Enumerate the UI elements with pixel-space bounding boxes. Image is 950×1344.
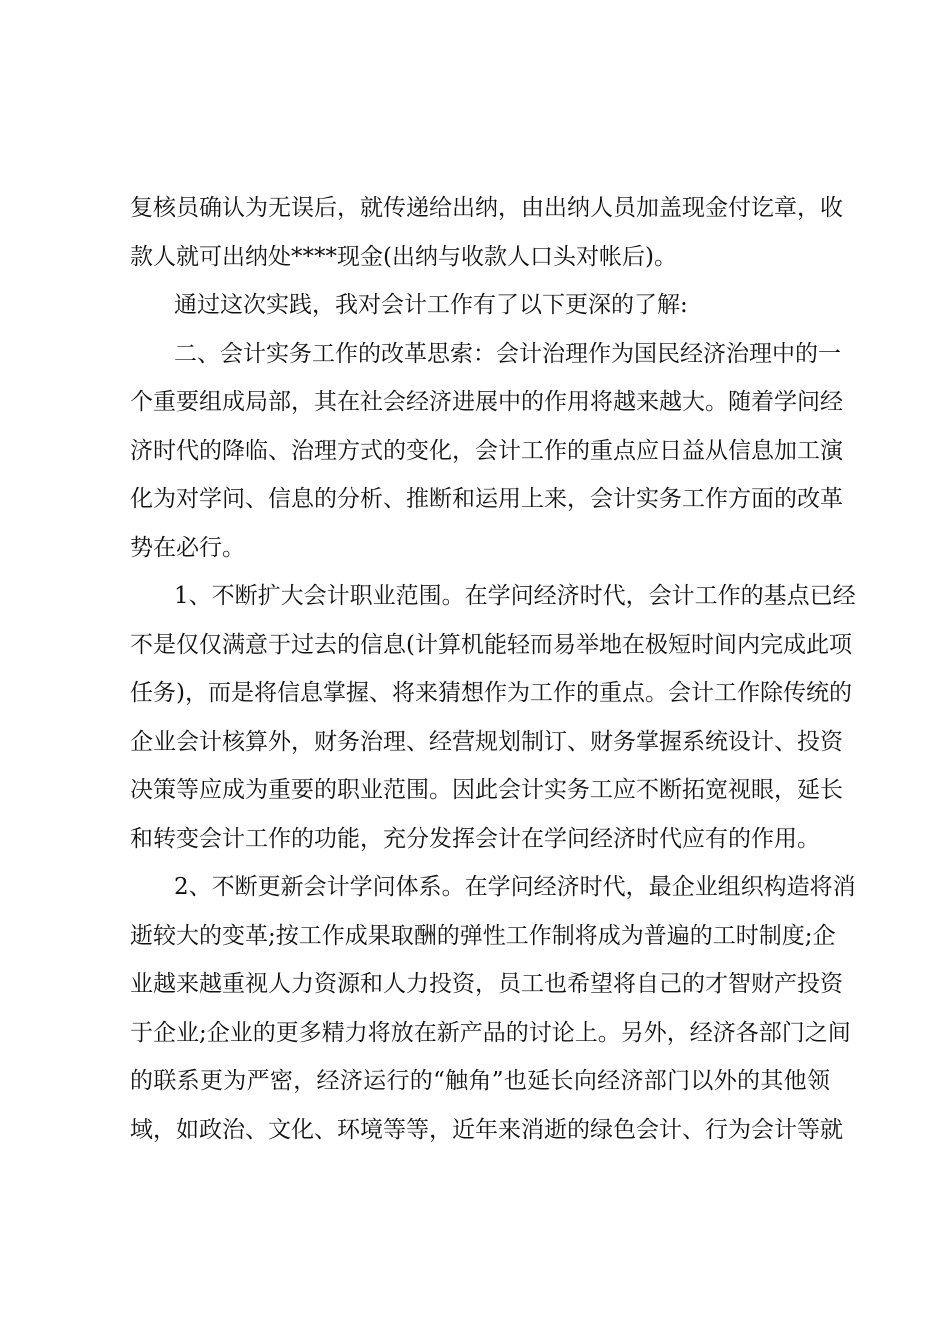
text-line: 的联系更为严密，经济运行的“触角”也延长向经济部门以外的其他领	[130, 1068, 830, 1094]
text-line: 通过这次实践，我对会计工作有了以下更深的了解:	[174, 292, 688, 318]
text-line: 企业会计核算外，财务治理、经营规划制订、财务掌握系统设计、投资	[130, 728, 843, 755]
text-line: 化为对学问、信息的分析、推断和运用上来，会计实务工作方面的改革	[130, 486, 843, 512]
text-line: 二、会计实务工作的改革思索：会计治理作为国民经济治理中的一	[174, 340, 841, 367]
text-line: 复核员确认为无误后，就传递给出纳，由出纳人员加盖现金付讫章，收	[130, 195, 843, 221]
text-line: 域，如政治、文化、环境等等，近年来消逝的绿色会计、行为会计等就	[130, 1116, 843, 1143]
text-line: 逝较大的变革;按工作成果取酬的弹性工作制将成为普遍的工时制度;企	[130, 922, 836, 949]
text-line: 1、不断扩大会计职业范围。在学问经济时代，会计工作的基点已经	[174, 583, 856, 609]
text-line: 决策等应成为重要的职业范围。因此会计实务工应不断拓宽视眼，延长	[130, 777, 843, 803]
text-line: 个重要组成局部，其在社会经济进展中的作用将越来越大。随着学问经	[130, 389, 843, 415]
text-line: 和转变会计工作的功能，充分发挥会计在学问经济时代应有的作用。	[130, 825, 820, 852]
text-line: 势在必行。	[130, 534, 245, 561]
body-text	[130, 184, 856, 1154]
text-line: 于企业;企业的更多精力将放在新产品的讨论上。另外，经济各部门之间	[130, 1019, 851, 1046]
text-line: 2、不断更新会计学问体系。在学问经济时代，最企业组织构造将消	[174, 874, 856, 900]
text-line: 不是仅仅满意于过去的信息(计算机能轻而易举地在极短时间内完成此项	[130, 631, 852, 658]
text-line: 任务)，而是将信息掌握、将来猜想作为工作的重点。会计工作除传统的	[130, 680, 852, 706]
text-line: 业越来越重视人力资源和人力投资，员工也希望将自己的才智财产投资	[130, 971, 843, 997]
text-line: 济时代的降临、治理方式的变化，会计工作的重点应日益从信息加工演	[130, 437, 843, 464]
text-line: 款人就可出纳处****现金(出纳与收款人口头对帐后)。	[130, 243, 677, 270]
